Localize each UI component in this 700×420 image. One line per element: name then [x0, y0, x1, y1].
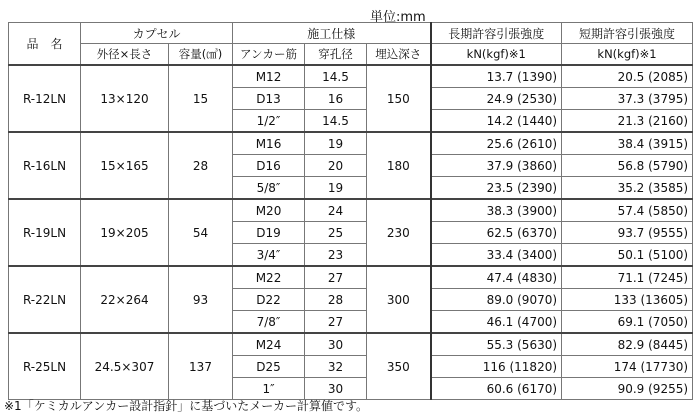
- short-term-strength: 37.3 (3795): [562, 88, 693, 110]
- short-term-strength: 20.5 (2085): [562, 65, 693, 88]
- short-term-strength: 133 (13605): [562, 289, 693, 311]
- capsule-volume: 93: [169, 266, 233, 333]
- short-term-strength: 38.4 (3915): [562, 132, 693, 155]
- product-name: R-12LN: [9, 65, 81, 132]
- product-name: R-22LN: [9, 266, 81, 333]
- table-row: [9, 266, 693, 289]
- anchor-bar: M24: [233, 333, 305, 356]
- long-term-strength: 116 (11820): [431, 356, 562, 378]
- long-term-strength: 14.2 (1440): [431, 110, 562, 133]
- anchor-bar: 1/2″: [233, 110, 305, 133]
- capsule-size: 15×165: [81, 132, 169, 199]
- short-term-strength: 50.1 (5100): [562, 244, 693, 267]
- drill-diameter: 16: [305, 88, 367, 110]
- footnote: ※1「ケミカルアンカー設計指針」に基づいたメーカー計算値です。: [4, 399, 369, 413]
- header-long-term: 長期許容引張強度: [431, 23, 562, 44]
- header-short-term: 短期許容引張強度: [562, 23, 693, 44]
- product-name: R-19LN: [9, 199, 81, 266]
- embed-depth: 230: [367, 199, 431, 266]
- capsule-size: 19×205: [81, 199, 169, 266]
- header-construction: 施工仕様: [233, 23, 431, 44]
- embed-depth: 300: [367, 266, 431, 333]
- long-term-strength: 38.3 (3900): [431, 199, 562, 222]
- anchor-bar: 7/8″: [233, 311, 305, 334]
- drill-diameter: 20: [305, 155, 367, 177]
- drill-diameter: 28: [305, 289, 367, 311]
- drill-diameter: 25: [305, 222, 367, 244]
- long-term-strength: 25.6 (2610): [431, 132, 562, 155]
- anchor-bar: 5/8″: [233, 177, 305, 200]
- long-term-strength: 37.9 (3860): [431, 155, 562, 177]
- header-capsule: カプセル: [81, 23, 233, 44]
- capsule-volume: 54: [169, 199, 233, 266]
- long-term-strength: 60.6 (6170): [431, 378, 562, 400]
- table-row: [9, 333, 693, 356]
- spec-table: [8, 22, 693, 400]
- header-long-unit: kN(kgf)※1: [431, 44, 562, 66]
- long-term-strength: 33.4 (3400): [431, 244, 562, 267]
- capsule-volume: 28: [169, 132, 233, 199]
- table-row: [9, 65, 693, 88]
- capsule-volume: 15: [169, 65, 233, 132]
- short-term-strength: 69.1 (7050): [562, 311, 693, 334]
- long-term-strength: 55.3 (5630): [431, 333, 562, 356]
- long-term-strength: 24.9 (2530): [431, 88, 562, 110]
- product-name: R-25LN: [9, 333, 81, 400]
- drill-diameter: 24: [305, 199, 367, 222]
- embed-depth: 180: [367, 132, 431, 199]
- anchor-bar: D16: [233, 155, 305, 177]
- drill-diameter: 23: [305, 244, 367, 267]
- header-anchor-bar: アンカー筋: [233, 44, 305, 66]
- short-term-strength: 56.8 (5790): [562, 155, 693, 177]
- drill-diameter: 30: [305, 333, 367, 356]
- anchor-bar: 1″: [233, 378, 305, 400]
- unit-label: 単位:mm: [370, 10, 426, 25]
- anchor-bar: D19: [233, 222, 305, 244]
- short-term-strength: 82.9 (8445): [562, 333, 693, 356]
- long-term-strength: 89.0 (9070): [431, 289, 562, 311]
- table-row: [9, 199, 693, 222]
- header-outer-length: 外径×長さ: [81, 44, 169, 66]
- drill-diameter: 30: [305, 378, 367, 400]
- product-name: R-16LN: [9, 132, 81, 199]
- anchor-bar: D13: [233, 88, 305, 110]
- embed-depth: 150: [367, 65, 431, 132]
- short-term-strength: 71.1 (7245): [562, 266, 693, 289]
- header-drill-diameter: 穿孔径: [305, 44, 367, 66]
- capsule-size: 24.5×307: [81, 333, 169, 400]
- header-short-unit: kN(kgf)※1: [562, 44, 693, 66]
- short-term-strength: 174 (17730): [562, 356, 693, 378]
- short-term-strength: 21.3 (2160): [562, 110, 693, 133]
- capsule-volume: 137: [169, 333, 233, 400]
- anchor-bar: M22: [233, 266, 305, 289]
- short-term-strength: 57.4 (5850): [562, 199, 693, 222]
- capsule-size: 22×264: [81, 266, 169, 333]
- table-row: [9, 132, 693, 155]
- long-term-strength: 46.1 (4700): [431, 311, 562, 334]
- drill-diameter: 19: [305, 132, 367, 155]
- long-term-strength: 13.7 (1390): [431, 65, 562, 88]
- capsule-size: 13×120: [81, 65, 169, 132]
- anchor-bar: D22: [233, 289, 305, 311]
- header-volume: 容量(㎤): [169, 44, 233, 66]
- header-name: 品 名: [9, 23, 81, 66]
- anchor-bar: M12: [233, 65, 305, 88]
- drill-diameter: 19: [305, 177, 367, 200]
- anchor-bar: M16: [233, 132, 305, 155]
- anchor-bar: M20: [233, 199, 305, 222]
- embed-depth: 350: [367, 333, 431, 400]
- drill-diameter: 14.5: [305, 110, 367, 133]
- anchor-bar: D25: [233, 356, 305, 378]
- anchor-bar: 3/4″: [233, 244, 305, 267]
- long-term-strength: 47.4 (4830): [431, 266, 562, 289]
- drill-diameter: 27: [305, 266, 367, 289]
- header-embed-depth: 埋込深さ: [367, 44, 431, 66]
- short-term-strength: 35.2 (3585): [562, 177, 693, 200]
- short-term-strength: 93.7 (9555): [562, 222, 693, 244]
- long-term-strength: 23.5 (2390): [431, 177, 562, 200]
- drill-diameter: 32: [305, 356, 367, 378]
- short-term-strength: 90.9 (9255): [562, 378, 693, 400]
- long-term-strength: 62.5 (6370): [431, 222, 562, 244]
- drill-diameter: 27: [305, 311, 367, 334]
- drill-diameter: 14.5: [305, 65, 367, 88]
